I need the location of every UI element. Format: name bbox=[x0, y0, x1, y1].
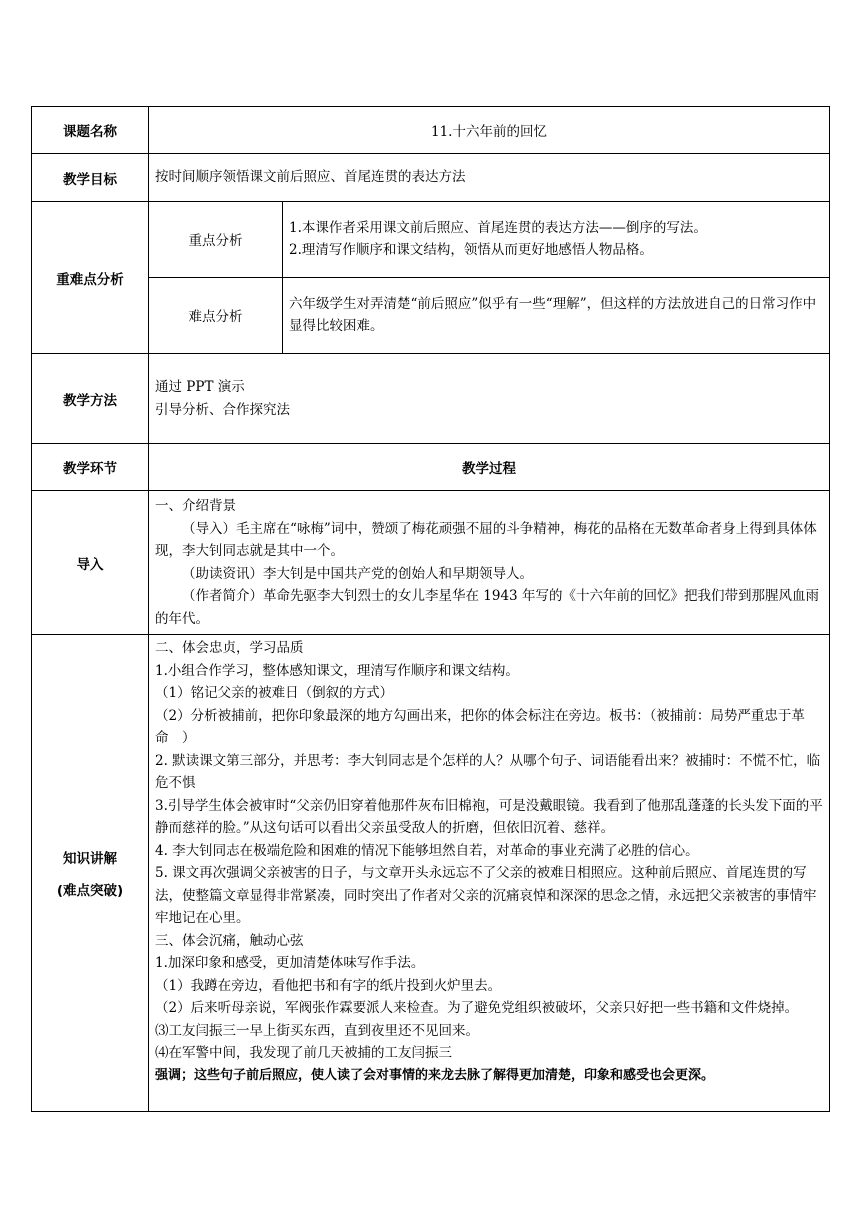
intro-row bbox=[32, 491, 830, 635]
process-header: 教学过程 bbox=[149, 444, 830, 491]
knowledge-content bbox=[149, 635, 830, 1112]
difficulty-row bbox=[32, 202, 830, 354]
intro-line-4: （作者简介）革命先驱李大钊烈士的女儿李星华在 1943 年写的《十六年前的回忆》把我们带到那腥风血雨的年代。 bbox=[155, 588, 819, 627]
knowledge-line-14: ⑷在军警中间，我发现了前几天被捕的工友闫振三 bbox=[155, 1045, 452, 1061]
key-point-label: 重点分析 bbox=[149, 202, 283, 277]
intro-line-3: （助读资讯）李大钊是中国共产党的创始人和早期领导人。 bbox=[182, 565, 533, 582]
knowledge-emphasis: 强调；这些句子前后照应，使人读了会对事情的来龙去脉了解得更加清楚，印象和感受也会更深。 bbox=[155, 1067, 715, 1083]
goal-row bbox=[32, 154, 830, 202]
key-point-line-2: 2.理清写作顺序和课文结构，领悟从而更好地感悟人物品格。 bbox=[289, 242, 653, 259]
topic-label: 课题名称 bbox=[32, 107, 149, 154]
header-row bbox=[32, 444, 830, 491]
knowledge-line-13: ⑶工友闫振三一早上街买东西，直到夜里还不见回来。 bbox=[155, 1022, 479, 1039]
method-content bbox=[149, 354, 830, 444]
method-row bbox=[32, 354, 830, 444]
knowledge-label-cell bbox=[32, 635, 149, 1112]
method-line-2: 引导分析、合作探究法 bbox=[155, 401, 290, 418]
knowledge-line-5: 2. 默读课文第三部分，并思考：李大钊同志是个怎样的人？从哪个句子、词语能看出来？被捕时：不慌不忙，临危不惧 bbox=[155, 752, 821, 791]
intro-line-1: 一、介绍背景 bbox=[155, 498, 236, 514]
knowledge-line-9: 三、体会沉痛，触动心弦 bbox=[155, 932, 304, 949]
knowledge-line-4: （2）分析被捕前，把你印象最深的地方勾画出来，把你的体会标注在旁边。板书：（被捕前：局势严重忠于革命 ） bbox=[155, 707, 805, 746]
intro-line-2: （导入）毛主席在“咏梅”词中，赞颂了梅花顽强不屈的斗争精神，梅花的品格在无数革命者身上得到具体体现，李大钊同志就是其中一个。 bbox=[155, 520, 817, 559]
hard-point-label: 难点分析 bbox=[149, 277, 283, 353]
method-label: 教学方法 bbox=[32, 354, 149, 444]
knowledge-line-2: 1.小组合作学习，整体感知课文，理清写作顺序和课文结构。 bbox=[155, 662, 519, 679]
knowledge-line-7: 4. 李大钊同志在极端危险和困难的情况下能够坦然自若，对革命的事业充满了必胜的信心。 bbox=[155, 842, 699, 859]
difficulty-cell bbox=[149, 202, 830, 354]
lesson-plan-table bbox=[31, 106, 830, 1112]
knowledge-line-11: （1）我蹲在旁边，看他把书和有字的纸片投到火炉里去。 bbox=[155, 977, 502, 994]
key-point-line-1: 1.本课作者采用课文前后照应、首尾连贯的表达方法——倒序的写法。 bbox=[289, 219, 707, 236]
knowledge-row bbox=[32, 635, 830, 1112]
intro-content bbox=[149, 491, 830, 635]
knowledge-line-1: 二、体会忠贞，学习品质 bbox=[155, 640, 304, 656]
knowledge-label: 知识讲解 bbox=[63, 851, 117, 867]
stage-header: 教学环节 bbox=[32, 444, 149, 491]
difficulty-subtable bbox=[149, 202, 829, 353]
knowledge-line-12: （2）后来听母亲说，军阀张作霖要派人来检查。为了避免党组织被破坏，父亲只好把一些书籍和文件烧掉。 bbox=[155, 1000, 799, 1016]
knowledge-line-8: 5. 课文再次强调父亲被害的日子，与文章开头永远忘不了父亲的被难日相照应。这种前后照应、首尾连贯的写法，使整篇文章显得非常紧凑，同时突出了作者对父亲的沉痛哀悼和深深的思念之情，永远把父亲被害的事情牢牢地记在心里。 bbox=[155, 865, 817, 926]
goal-value: 按时间顺序领悟课文前后照应、首尾连贯的表达方法 bbox=[149, 154, 830, 202]
method-line-1: 通过 PPT 演示 bbox=[155, 379, 245, 395]
hard-point-content: 六年级学生对弄清楚“前后照应”似乎有一些“理解”，但这样的方法放进自己的日常习作中显得比较困难。 bbox=[283, 277, 830, 353]
topic-value: 11.十六年前的回忆 bbox=[149, 107, 830, 154]
key-point-content bbox=[283, 202, 830, 277]
topic-row bbox=[32, 107, 830, 154]
intro-label: 导入 bbox=[32, 491, 149, 635]
goal-label: 教学目标 bbox=[32, 154, 149, 202]
knowledge-line-10: 1.加深印象和感受，更加清楚体味写作手法。 bbox=[155, 955, 425, 971]
key-point-row bbox=[149, 202, 829, 277]
difficulty-label: 重难点分析 bbox=[32, 202, 149, 354]
knowledge-line-3: （1）铭记父亲的被难日（倒叙的方式） bbox=[155, 685, 394, 701]
hard-point-row bbox=[149, 277, 829, 353]
knowledge-sublabel: (难点突破) bbox=[56, 883, 124, 899]
knowledge-line-6: 3.引导学生体会被审时“父亲仍旧穿着他那件灰布旧棉袍，可是没戴眼镜。我看到了他那乱蓬蓬的长头发下面的平静而慈祥的脸。”从这句话可以看出父亲虽受敌人的折磨，但依旧沉着、慈祥。 bbox=[155, 797, 823, 836]
